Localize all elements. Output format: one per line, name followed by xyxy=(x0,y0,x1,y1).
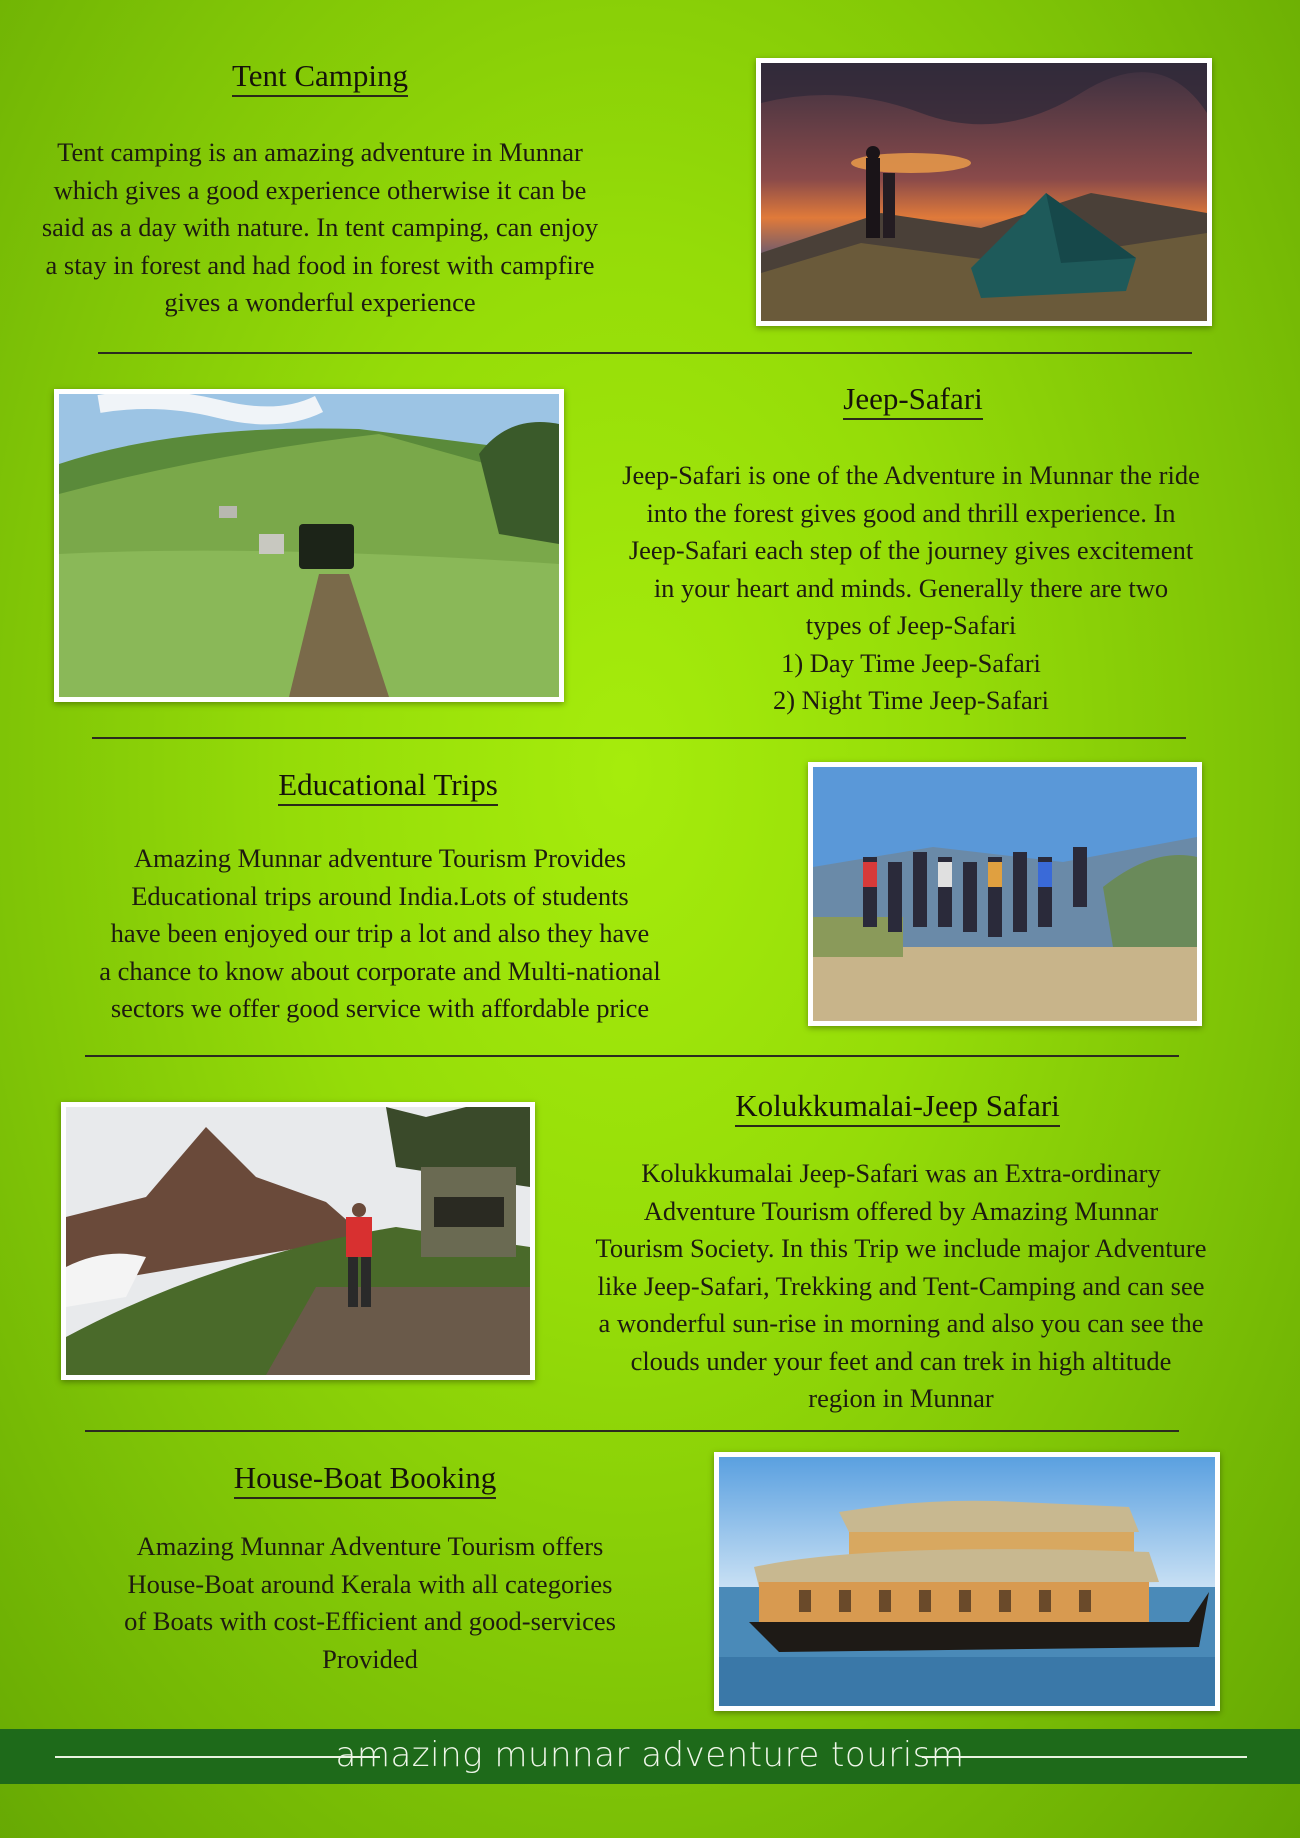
kolukkumalai-heading: Kolukkumalai-Jeep Safari xyxy=(705,1088,1090,1127)
text-line: Kolukkumalai Jeep-Safari was an Extra-ordinary xyxy=(641,1158,1161,1188)
footer-bar xyxy=(0,1729,1300,1784)
text-line: Amazing Munnar adventure Tourism Provides xyxy=(133,843,627,873)
tent-camping-text xyxy=(40,134,600,322)
section-divider xyxy=(85,1430,1179,1432)
list-item: 2) Night Time Jeep-Safari xyxy=(772,685,1049,715)
house-boat-photo xyxy=(714,1452,1220,1711)
house-boat-text xyxy=(50,1528,690,1678)
jeep-safari-text xyxy=(566,457,1256,720)
footer-tagline: amazing munnar adventure tourism xyxy=(335,1735,965,1775)
text-line: said as a day with nature. In tent camping, can enjoy xyxy=(41,212,599,242)
text-line: Adventure Tourism offered by Amazing Munnar xyxy=(643,1195,1159,1226)
text-line: like Jeep-Safari, Trekking and Tent-Camping and can see xyxy=(597,1270,1205,1301)
text-line: Amazing Munnar Adventure Tourism offers xyxy=(136,1531,604,1561)
text-line: in your heart and minds. Generally there are two xyxy=(653,572,1169,603)
text-line: of Boats with cost-Efficient and good-services xyxy=(124,1606,616,1636)
tent-camping-photo xyxy=(756,58,1212,326)
educational-trips-photo xyxy=(808,762,1202,1026)
kolukkumalai-text xyxy=(541,1155,1261,1418)
text-line: sectors we offer good service with affordable price xyxy=(110,993,650,1023)
text-line: types of Jeep-Safari xyxy=(805,610,1017,640)
text-line: Tourism Society. In this Trip we include major Adventure xyxy=(595,1233,1207,1263)
kolukkumalai-photo xyxy=(61,1102,535,1380)
text-line: Jeep-Safari each step of the journey gives excitement xyxy=(628,535,1194,565)
text-line: Jeep-Safari is one of the Adventure in Munnar the ride xyxy=(622,460,1200,490)
text-line: Tent camping is an amazing adventure in Munnar xyxy=(57,137,583,167)
text-line: into the forest gives good and thrill experience. In xyxy=(646,497,1176,528)
section-divider xyxy=(92,737,1186,739)
text-line: a wonderful sun-rise in morning and also you can see the xyxy=(598,1308,1204,1338)
text-line: which gives a good experience otherwise it can be xyxy=(53,174,587,205)
text-line: Provided xyxy=(322,1643,418,1674)
jeep-safari-photo xyxy=(54,389,564,702)
text-line: a stay in forest and had food in forest with campfire xyxy=(45,249,595,280)
text-line: Educational trips around India.Lots of students xyxy=(131,880,629,911)
section-divider xyxy=(85,1055,1179,1057)
text-line: gives a wonderful experience xyxy=(164,287,476,317)
tent-camping-heading: Tent Camping xyxy=(140,58,500,97)
text-line: a chance to know about corporate and Multi-national xyxy=(99,955,661,986)
text-line: House-Boat around Kerala with all categories xyxy=(127,1568,613,1599)
jeep-safari-list xyxy=(566,645,1256,720)
educational-trips-text xyxy=(40,840,720,1028)
text-line: clouds under your feet and can trek in high altitude xyxy=(630,1345,1172,1376)
house-boat-heading: House-Boat Booking xyxy=(195,1460,535,1499)
educational-trips-heading: Educational Trips xyxy=(218,767,558,806)
list-item: 1) Day Time Jeep-Safari xyxy=(781,647,1041,678)
text-line: have been enjoyed our trip a lot and also they have xyxy=(110,918,650,948)
jeep-safari-heading: Jeep-Safari xyxy=(743,381,1083,420)
section-divider xyxy=(98,352,1192,354)
text-line: region in Munnar xyxy=(808,1383,994,1413)
